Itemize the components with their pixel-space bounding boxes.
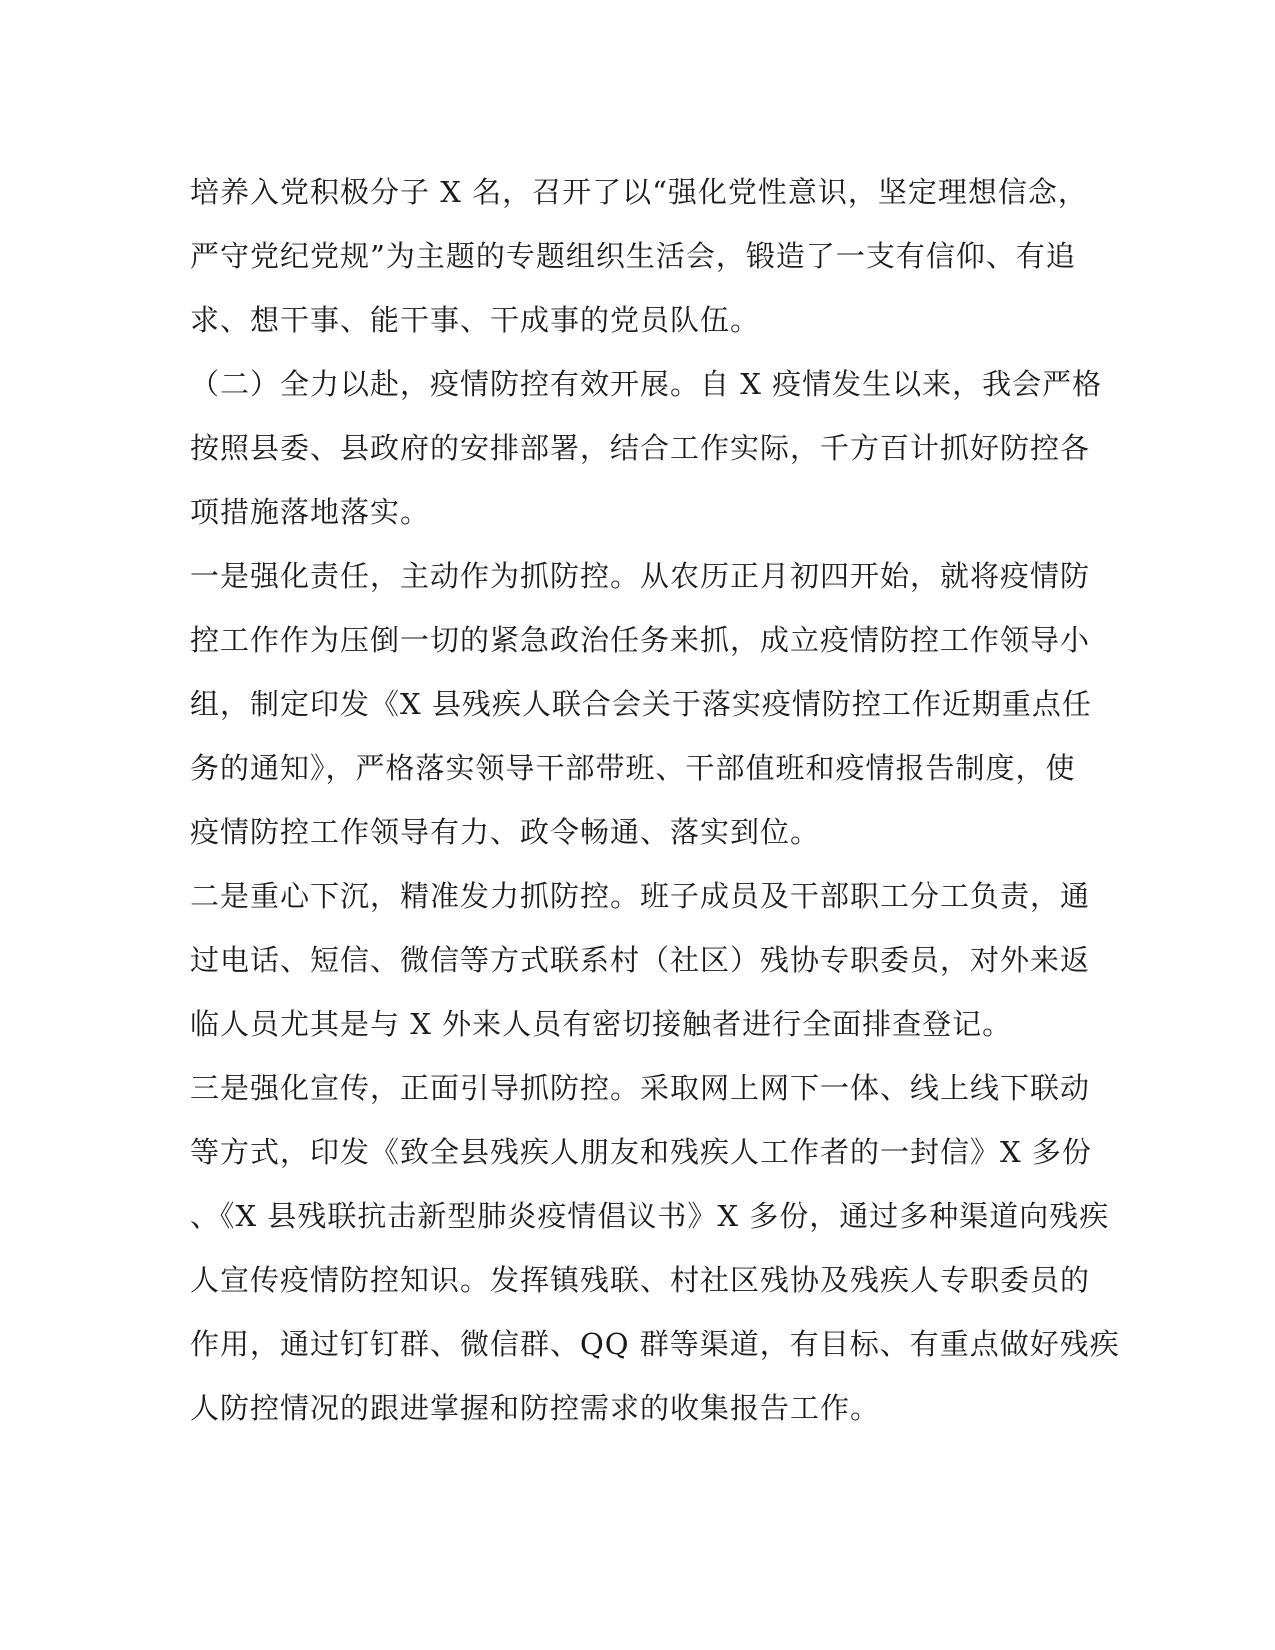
paragraph-epidemic-heading xyxy=(190,352,1103,544)
text-line: 二是重心下沉，精准发力抓防控。班子成员及干部职工分工负责，通 xyxy=(190,879,1091,913)
paragraph-party-building xyxy=(190,160,1090,352)
text-line: 人宣传疫情防控知识。发挥镇残联、村社区残协及残疾人专职委员的 xyxy=(190,1263,1091,1297)
text-line: 等方式，印发《致全县残疾人朋友和残疾人工作者的一封信》X 多份 xyxy=(190,1135,1092,1169)
text-line: 组，制定印发《X 县残疾人联合会关于落实疫情防控工作近期重点任 xyxy=(190,687,1092,721)
text-line: 严守党纪党规”为主题的专题组织生活会，锻造了一支有信仰、有追 xyxy=(190,239,1076,273)
text-line: 三是强化宣传，正面引导抓防控。采取网上网下一体、线上线下联动 xyxy=(190,1071,1091,1105)
paragraph-point-three xyxy=(190,1056,1120,1440)
paragraph-point-two xyxy=(190,864,1090,1056)
text-line: 临人员尤其是与 X 外来人员有密切接触者进行全面排查登记。 xyxy=(190,1007,1013,1041)
text-line: 作用，通过钉钉群、微信群、QQ 群等渠道，有目标、有重点做好残疾 xyxy=(190,1327,1120,1361)
text-line: 人防控情况的跟进掌握和防控需求的收集报告工作。 xyxy=(190,1391,881,1425)
document-body xyxy=(190,160,1120,1440)
text-line: 过电话、短信、微信等方式联系村（社区）残协专职委员，对外来返 xyxy=(190,943,1091,977)
text-line: 疫情防控工作领导有力、政令畅通、落实到位。 xyxy=(190,815,821,849)
section-heading-line: （二）全力以赴，疫情防控有效开展。自 X 疫情发生以来，我会严格 xyxy=(190,367,1103,401)
text-line: 控工作作为压倒一切的紧急政治任务来抓，成立疫情防控工作领导小 xyxy=(190,623,1091,657)
text-line: 务的通知》，严格落实领导干部带班、干部值班和疫情报告制度，使 xyxy=(190,751,1076,785)
text-line: 培养入党积极分子 X 名，召开了以“强化党性意识，坚定理想信念， xyxy=(190,175,1088,209)
text-line: 项措施落地落实。 xyxy=(190,495,431,529)
paragraph-point-one xyxy=(190,544,1090,864)
text-line: 、《X 县残联抗击新型肺炎疫情倡议书》X 多份，通过多种渠道向残疾 xyxy=(190,1199,1110,1233)
text-line: 求、想干事、能干事、干成事的党员队伍。 xyxy=(190,303,761,337)
text-line: 按照县委、县政府的安排部署，结合工作实际，千方百计抓好防控各 xyxy=(190,431,1091,465)
text-line: 一是强化责任，主动作为抓防控。从农历正月初四开始，就将疫情防 xyxy=(190,559,1091,593)
